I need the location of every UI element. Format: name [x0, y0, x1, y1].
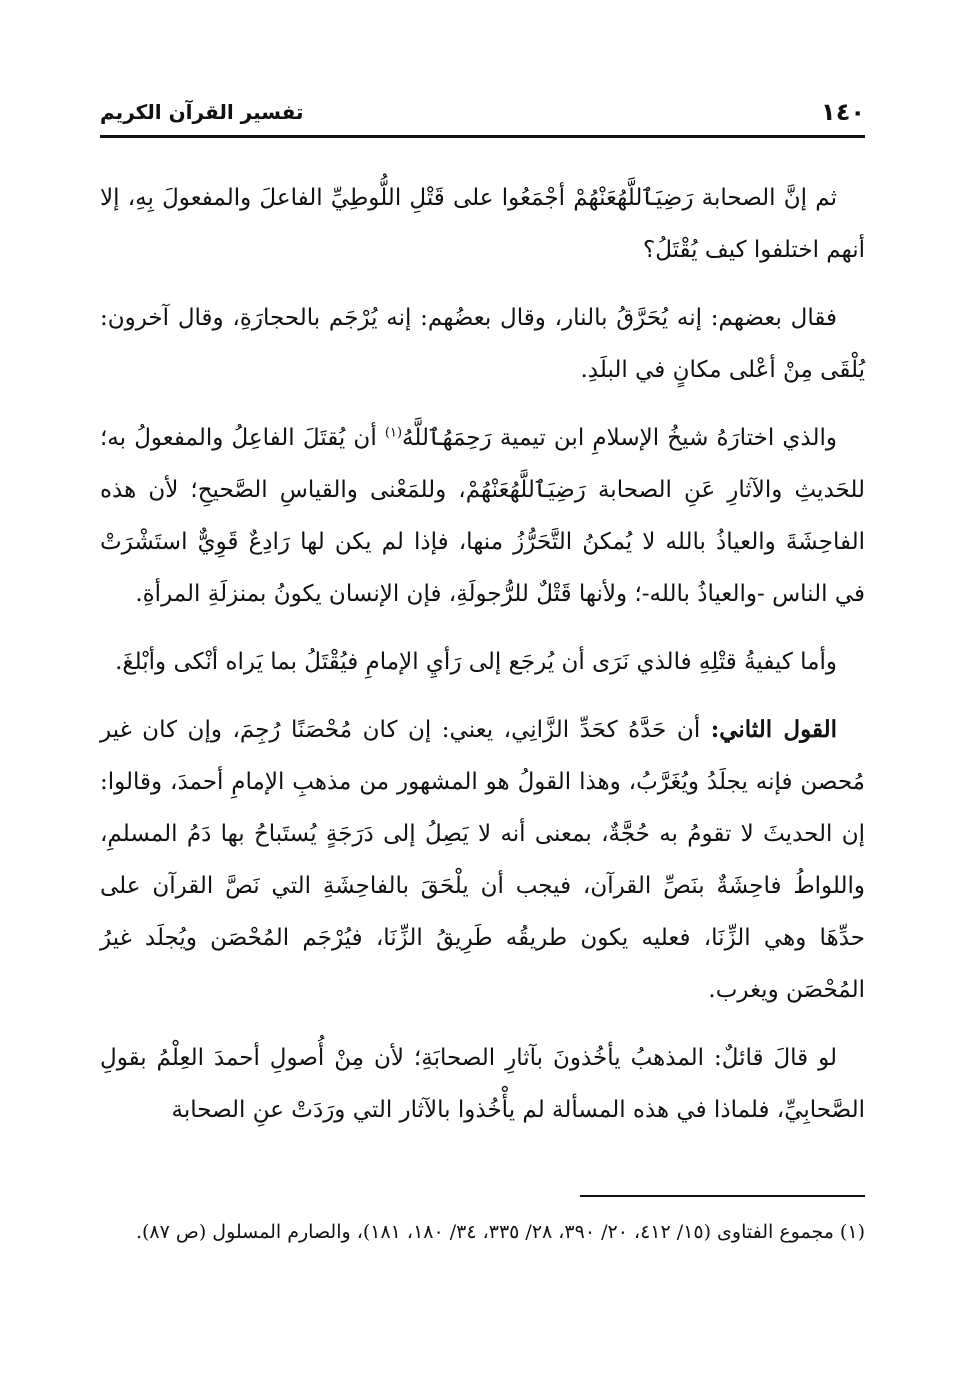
header-rule	[100, 135, 865, 138]
page-number: ١٤٠	[821, 98, 865, 126]
footnote-rule	[580, 1195, 865, 1197]
paragraph-text: لو قالَ قائلٌ: المذهبُ يأخُذونَ بآثارِ الصحابَةِ؛ لأن مِنْ أُصولِ أحمدَ العِلْمُ بقولِ الصَّحابِيِّ، فلماذا في هذه المسألة لم يأْخُذوا بالآثار التي ورَدَتْ عنِ الصحابة	[100, 1045, 865, 1123]
paragraph-5	[100, 704, 865, 1016]
paragraph-text-continued: أن يُقتَلَ الفاعِلُ والمفعولُ به؛ للحَديثِ والآثارِ عَنِ الصحابة رَضِيَٱللَّهُعَنْهُمْ، وللمَعْنى والقياسِ الصَّحيحِ؛ لأن هذه الفاحِشَةَ والعياذُ بالله لا يُمكنُ التَّحَرُّزُ منها، فإذا لم يكن لها رَادِعٌ قَوِيٌّ استَشْرَتْ في الناس -والعياذُ بالله-؛ ولأنها قَتْلٌ للرُّجولَةِ، فإن الإنسان يكونُ بمنزلَةِ المرأةِ.	[100, 425, 865, 607]
paragraph-3	[100, 412, 865, 620]
main-text	[100, 172, 865, 1152]
paragraph-4	[100, 636, 865, 688]
paragraph-1	[100, 172, 865, 276]
paragraph-text: أن حَدَّهُ كحَدِّ الزَّانِي، يعني: إن كان مُحْصَنًا رُجِمَ، وإن كان غير مُحصن فإنه يجلَدُ ويُغَرَّبُ، وهذا القولُ هو المشهور من مذهبِ الإمامِ أحمدَ، وقالوا: إن الحديثَ لا تقومُ به حُجَّةٌ، بمعنى أنه لا يَصِلُ إلى دَرَجَةٍ يُستَباحُ بها دَمُ المسلمِ، واللواطُ فاحِشَةٌ بنَصِّ القرآن، فيجب أن يلْحَقَ بالفاحِشَةِ التي نَصَّ القرآن على حدِّهَا وهي الزِّنَا، فعليه يكون طريقُه طَرِيقُ الزِّنَا، فيُرْجَم المُحْصَن ويُجلَد غيرُ المُحْصَن ويغرب.	[100, 717, 865, 1003]
running-title: تفسير القرآن الكريم	[100, 100, 304, 124]
paragraph-lead-heading: القول الثاني:	[710, 716, 837, 743]
paragraph-text: ثم إنَّ الصحابة رَضِيَٱللَّهُعَنْهُمْ أجْمَعُوا على قَتْلِ اللُّوطِيِّ الفاعلَ والمفعولَ بِهِ، إلا أنهم اختلفوا كيف يُقْتَلُ؟	[100, 185, 865, 263]
paragraph-6	[100, 1032, 865, 1136]
paragraph-text: فقال بعضهم: إنه يُحَرَّقُ بالنار، وقال بعضُهم: إنه يُرْجَم بالحجارَةِ، وقال آخرون: يُلْقَى مِنْ أعْلى مكانٍ في البلَدِ.	[100, 305, 865, 383]
footnote-reference: (١)	[384, 425, 403, 441]
paragraph-text: وأما كيفيةُ قتْلِهِ فالذي نَرَى أن يُرجَع إلى رَأيِ الإمامِ فيُقْتَلُ بما يَراه أنْكى وأبْلغَ.	[115, 649, 837, 675]
paragraph-text: والذي اختارَهُ شيخُ الإسلامِ ابن تيمية رَحِمَهُٱللَّهُ	[402, 425, 837, 451]
page-header	[100, 98, 865, 132]
paragraph-2	[100, 292, 865, 396]
footnote	[100, 1214, 865, 1250]
footnote-text: (١) مجموع الفتاوى (١٥/ ٤١٢، ٢٠/ ٣٩٠، ٢٨/ ٣٣٥، ٣٤/ ١٨٠، ١٨١)، والصارم المسلول (ص ٨٧).	[135, 1221, 865, 1243]
